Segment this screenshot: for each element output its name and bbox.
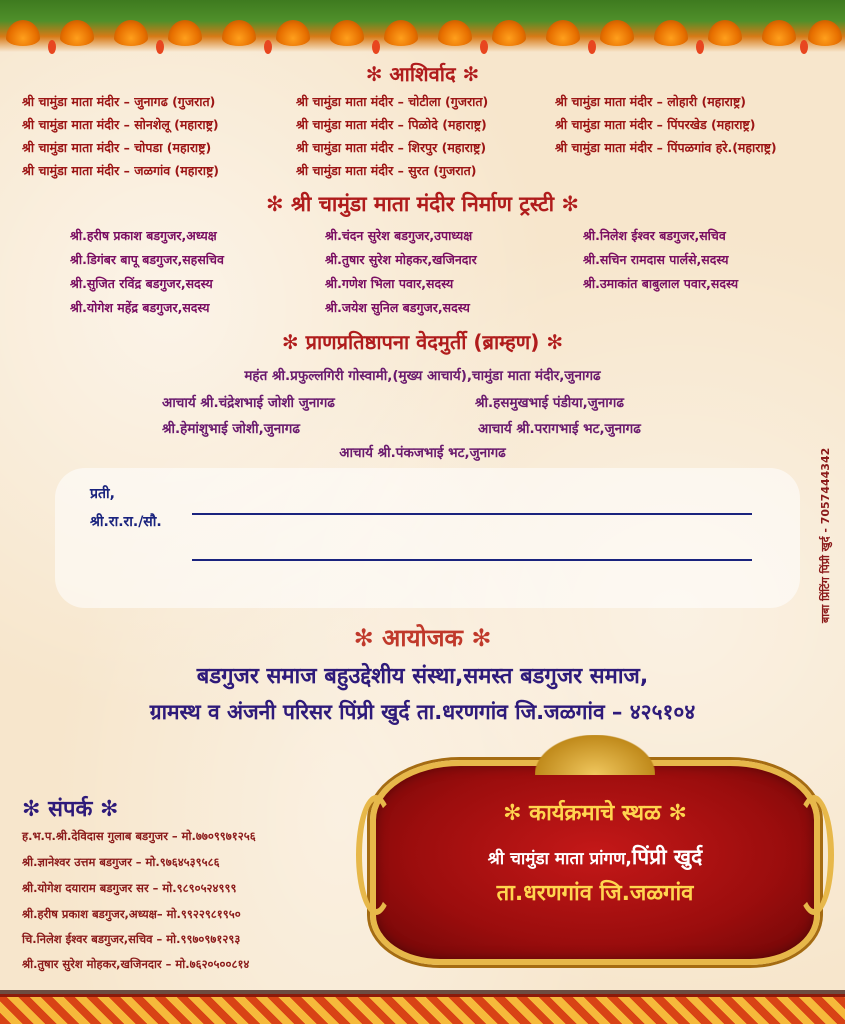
- address-to-label: प्रती,: [90, 486, 115, 502]
- trustee-item: श्री.सुजित रविंद्र बडगुजर,सदस्य: [70, 276, 213, 291]
- organizer-line-2: ग्रामस्थ व अंजनी परिसर पिंप्री खुर्द ता.धरणगांव जि.जळगांव – ४२५१०४: [149, 700, 696, 724]
- priest-item: आचार्य श्री.पंकजभाई भट,जुनागढ: [339, 445, 506, 461]
- bottom-border: [0, 994, 845, 1024]
- address-line-2[interactable]: [192, 559, 752, 561]
- flower-star-icon: ✻: [471, 624, 492, 652]
- trustee-item: श्री.उमाकांत बाबुलाल पवार,सदस्य: [583, 276, 739, 291]
- venue-address-line-2: ता.धरणगांव जि.जळगांव: [496, 881, 694, 906]
- organizer-heading: ✻ आयोजक ✻: [353, 624, 492, 652]
- contact-heading: ✻ संपर्क ✻: [22, 797, 119, 822]
- contact-item: श्री.ज्ञानेश्वर उत्तम बडगुजर – मो.९७६४५३९५८६: [22, 855, 220, 869]
- priest-item: श्री.हसमुखभाई पंडीया,जुनागढ: [475, 395, 624, 411]
- blessing-item: श्री चामुंडा माता मंदीर – सोनशेलू (महाराष्ट्र): [22, 117, 219, 132]
- flower-star-icon: ✻: [668, 801, 687, 826]
- priest-item: आचार्य श्री.परागभाई भट,जुनागढ: [478, 421, 641, 437]
- blessing-item: श्री चामुंडा माता मंदीर – चोटीला (गुजरात): [296, 94, 489, 109]
- trustee-item: श्री.जयेश सुनिल बडगुजर,सदस्य: [325, 300, 470, 315]
- flower-star-icon: ✻: [22, 797, 41, 822]
- flower-star-icon: ✻: [266, 192, 284, 216]
- address-salutation: श्री.रा.रा./सौ.: [90, 514, 162, 530]
- blessings-heading: ✻ आशिर्वाद ✻: [365, 62, 480, 86]
- trustee-item: श्री.सचिन रामदास पार्लसे,सदस्य: [583, 252, 729, 267]
- flower-star-icon: ✻: [546, 330, 564, 354]
- blessing-item: श्री चामुंडा माता मंदीर – पिंपळगांव हरे.(महाराष्ट्र): [555, 140, 777, 155]
- flower-star-icon: ✻: [503, 801, 522, 826]
- blessing-item: श्री चामुंडा माता मंदीर – लोहारी (महाराष्ट्र): [555, 94, 746, 109]
- side-credit: बाबा प्रिंटिंग पिंप्री खुर्द - 7057444342: [819, 447, 832, 623]
- trustee-item: श्री.योगेश महेंद्र बडगुजर,सदस्य: [70, 300, 210, 315]
- organizer-line-1: बडगुजर समाज बहुउद्देशीय संस्था,समस्त बडगुजर समाज,: [196, 664, 649, 689]
- priest-chief: महंत श्री.प्रफुल्लगिरी गोस्वामी,(मुख्य आचार्य),चामुंडा माता मंदीर,जुनागढ: [244, 368, 601, 384]
- blessing-item: श्री चामुंडा माता मंदीर – जुनागढ (गुजरात): [22, 94, 216, 109]
- contact-item: श्री.तुषार सुरेश मोहकर,खजिनदार – मो.७६२०५००८१४: [22, 957, 250, 971]
- venue-card: [360, 735, 830, 980]
- contact-item: चि.निलेश ईश्वर बडगुजर,सचिव – मो.९९७०९७१२९३: [22, 932, 241, 946]
- flower-star-icon: ✻: [462, 62, 480, 86]
- blessing-item: श्री चामुंडा माता मंदीर – पिळोदे (महाराष्ट्र): [296, 117, 487, 132]
- contact-item: श्री.योगेश दयाराम बडगुजर सर – मो.९८९०५२४९९९: [22, 881, 237, 895]
- blessing-item: श्री चामुंडा माता मंदीर – चोपडा (महाराष्ट्र): [22, 140, 212, 155]
- blessing-item: श्री चामुंडा माता मंदीर – शिरपुर (महाराष्ट्र): [296, 140, 487, 155]
- flower-star-icon: ✻: [365, 62, 383, 86]
- flower-star-icon: ✻: [561, 192, 579, 216]
- trustee-item: श्री.तुषार सुरेश मोहकर,खजिनदार: [325, 252, 477, 267]
- priest-item: आचार्य श्री.चंद्रेशभाई जोशी जुनागढ: [162, 395, 335, 411]
- blessing-item: श्री चामुंडा माता मंदीर – सुरत (गुजरात): [296, 163, 477, 178]
- contact-item: ह.भ.प.श्री.देविदास गुलाब बडगुजर – मो.७७०९९७१२५६: [22, 829, 256, 843]
- blessing-item: श्री चामुंडा माता मंदीर – पिंपरखेड (महाराष्ट्र): [555, 117, 756, 132]
- trustees-heading: ✻ श्री चामुंडा माता मंदीर निर्माण ट्रस्टी ✻: [266, 192, 579, 216]
- flower-star-icon: ✻: [353, 624, 374, 652]
- trustee-item: श्री.निलेश ईश्वर बडगुजर,सचिव: [583, 228, 726, 243]
- contact-item: श्री.हरीष प्रकाश बडगुजर,अध्यक्ष– मो.९९२२९८१९५०: [22, 907, 241, 921]
- venue-address-line-1: श्री चामुंडा माता प्रांगण,पिंप्री खुर्द: [487, 845, 703, 869]
- flower-star-icon: ✻: [100, 797, 119, 822]
- flower-star-icon: ✻: [281, 330, 299, 354]
- priest-item: श्री.हेमांशुभाई जोशी,जुनागढ: [162, 421, 300, 437]
- blessing-item: श्री चामुंडा माता मंदीर – जळगांव (महाराष्ट्र): [22, 163, 219, 178]
- trustee-item: श्री.गणेश भिला पवार,सदस्य: [325, 276, 454, 291]
- address-box: [55, 468, 800, 608]
- ornament-crown-icon: [535, 735, 655, 775]
- venue-heading: ✻ कार्यक्रमाचे स्थळ ✻: [503, 801, 687, 826]
- trustee-item: श्री.हरीष प्रकाश बडगुजर,अध्यक्ष: [70, 228, 217, 243]
- trustee-item: श्री.चंदन सुरेश बडगुजर,उपाध्यक्ष: [325, 228, 473, 243]
- venue-village: पिंप्री खुर्द: [631, 845, 703, 869]
- trustee-item: श्री.डिगंबर बापू बडगुजर,सहसचिव: [70, 252, 224, 267]
- priests-heading: ✻ प्राणप्रतिष्ठापना वेदमुर्ती (ब्राम्हण) ✻: [281, 330, 564, 354]
- address-line-1[interactable]: [192, 513, 752, 515]
